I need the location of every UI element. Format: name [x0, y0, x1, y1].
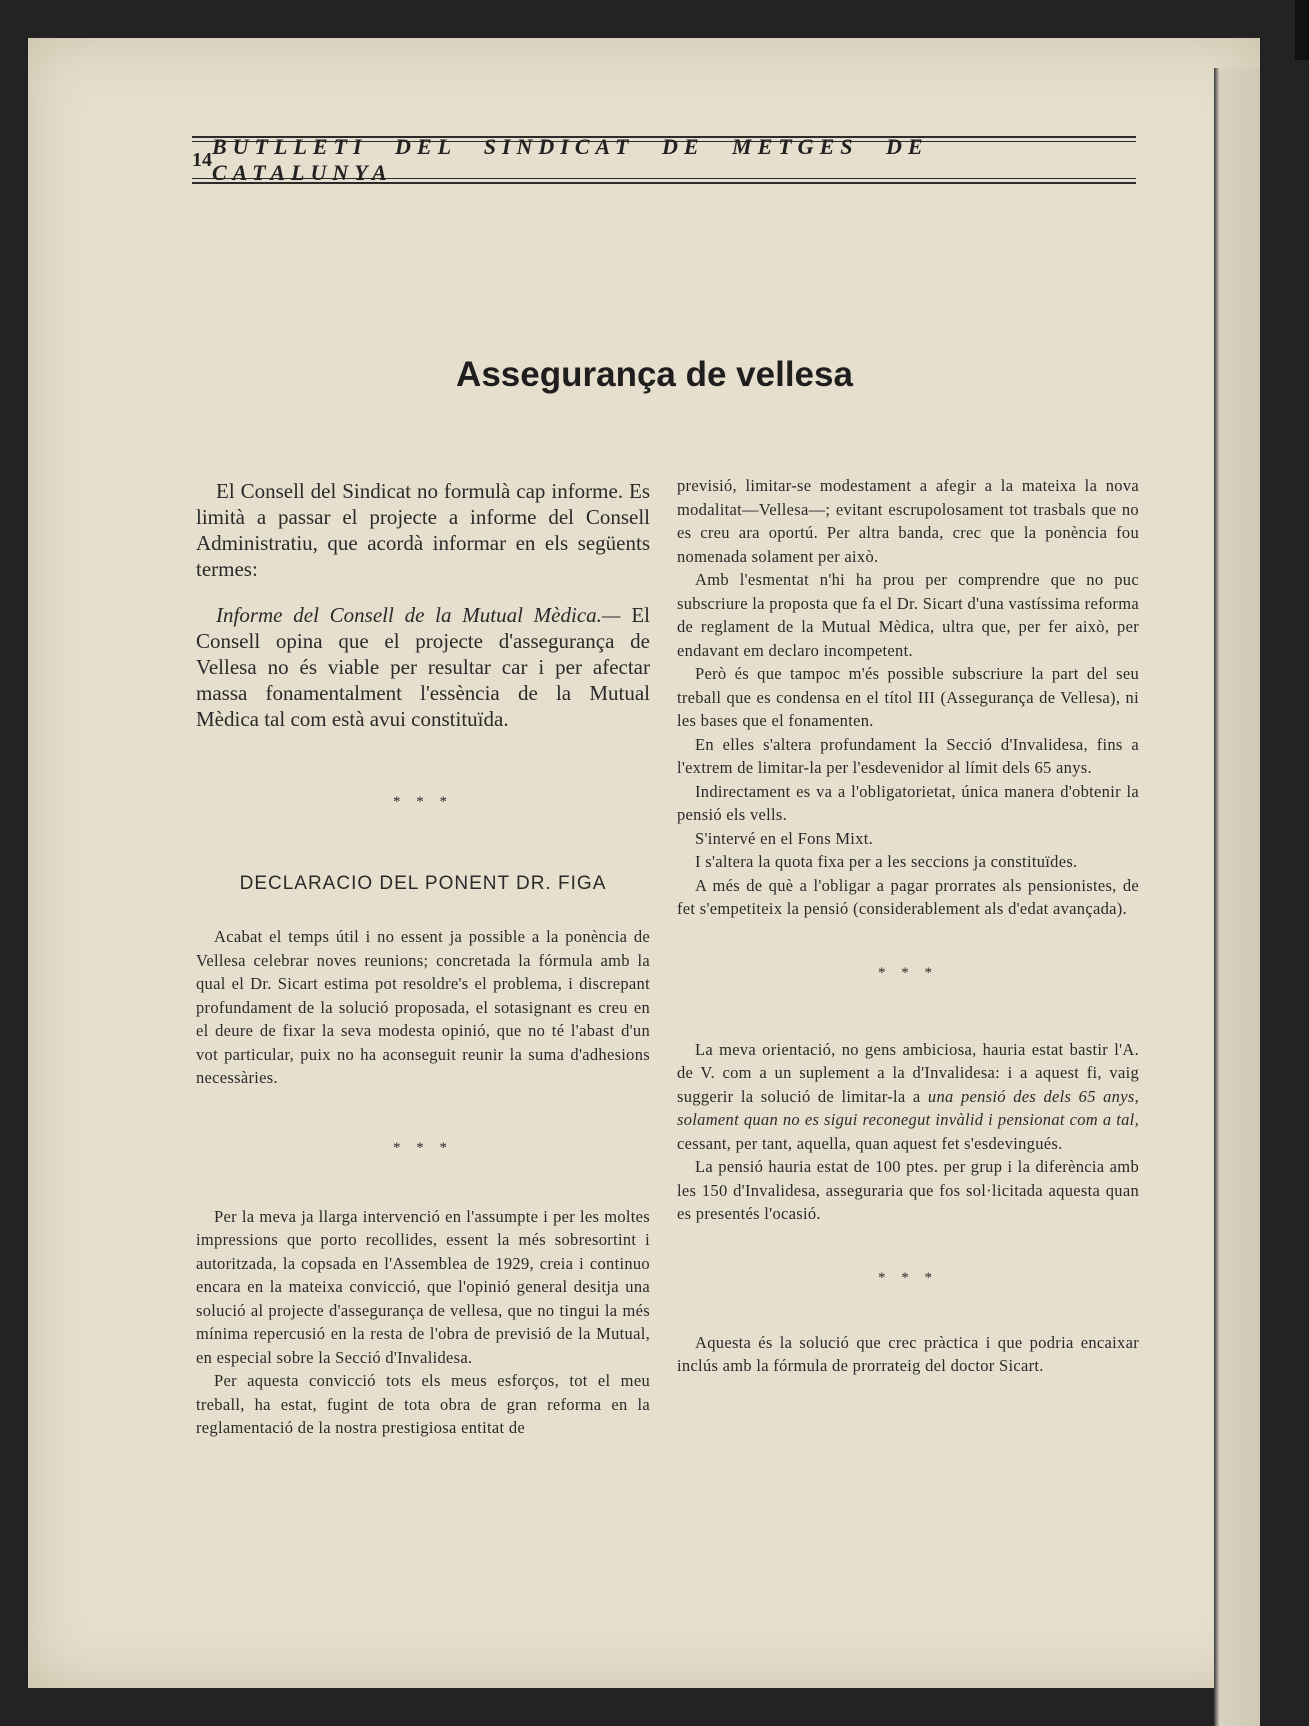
section-separator: * * *: [878, 964, 938, 981]
right-column: [677, 474, 1139, 1378]
header-row: [192, 134, 1136, 185]
body-paragraph: Per la meva ja llarga intervenció en l'assumpte i per les moltes impressions que porto recollides, essent la més sobresortint i autoritzada, la copsada en l'Assemblea de 1929, creia i continuo encara en la mateixa convicció, que l'opinió general desitja una solució al projecte d'assegurança de vellesa, que no tingui la més mínima repercusió en la resta de l'obra de previsió de la Mutual, en especial sobre la Secció d'Invalidesa.: [196, 1206, 650, 1367]
left-column: [196, 478, 650, 1440]
emphasis-text: una pensió des dels 65 anys, solament quan no es sigui reconegut invàlid i pensionat com a tal,: [677, 1086, 1139, 1129]
body-paragraph: Aquesta és la solució que crec pràctica i que podria encaixar inclús amb la fórmula de prorrateig del doctor Sicart.: [677, 1332, 1139, 1375]
body-paragraph: I s'altera la quota fixa per a les seccions ja constituïdes.: [695, 852, 1078, 871]
page-number: 14: [192, 148, 212, 171]
intro-paragraph: El Consell del Sindicat no formulà cap informe. Es limità a passar el projecte a informe del Consell Administratiu, que acordà informar en els següents termes:: [196, 479, 650, 581]
body-paragraph: S'intervé en el Fons Mixt.: [695, 828, 874, 848]
journal-title: BUTLLETI DEL SINDICAT DE METGES DE CATALUNYA: [212, 134, 929, 185]
body-paragraph: Indirectament es va a l'obligatorietat, única manera d'obtenir la pensió els vells.: [677, 781, 1139, 824]
informe-text: El Consell opina que el projecte d'assegurança de Vellesa no és viable per resultar car i per afectar massa fonamentalment l'essència de la Mutual Mèdica tal com està avui constituïda.: [196, 603, 650, 731]
text-run: La meva orientació, no gens ambiciosa, hauria estat bastir l'A. de V. com a un suplement a la d'Invalidesa: i a aquest fi, vaig suggerir la solució de limitar-la a: [677, 1039, 1139, 1106]
body-paragraph: Però és que tampoc m'és possible subscriure la part del seu treball que es condensa en el títol III (Assegurança de Vellesa), ni les bases que el fonamenten.: [677, 664, 1139, 730]
adjacent-page-edge: [1214, 68, 1260, 1726]
body-paragraph: Amb l'esmentat n'hi ha prou per comprendre que no puc subscriure la proposta que fa el Dr. Sicart d'una vastíssima reforma de reglament de la Mutual Mèdica, ultra que, per fer això, per endavant em declaro incompetent.: [677, 570, 1139, 660]
body-paragraph: Acabat el temps útil i no essent ja possible a la ponència de Vellesa celebrar noves reunions; concretada la fórmula amb la qual el Dr. Sicart estima pot resoldre's el problema, i discrepant profundament de la solució proposada, el sotasignant es creu en el deure de fixar la seva modesta opinió, que no té l'abast d'un vot particular, puix no ha aconseguit reunir la suma d'adhesions necessàries.: [196, 927, 650, 1087]
section-separator: * * *: [393, 1139, 453, 1156]
article-title: Assegurança de vellesa: [456, 355, 853, 394]
informe-label: Informe del Consell de la Mutual Mèdica.—: [216, 603, 621, 627]
section-separator: * * *: [393, 794, 453, 810]
text-run: cessant, per tant, aquella, quan aquest fet s'esdevingués.: [677, 1133, 1063, 1153]
body-paragraph: En elles s'altera profundament la Secció d'Invalidesa, fins a l'extrem de limitar-la per l'esdevenidor al límit dels 65 anys.: [677, 734, 1139, 777]
running-header: [192, 136, 1136, 184]
body-paragraph: [677, 1038, 1139, 1156]
body-paragraph: La pensió hauria estat de 100 ptes. per grup i la diferència amb les 150 d'Invalidesa, asseguraria que fos sol·licitada aquesta quan es presentés l'ocasió.: [677, 1157, 1139, 1223]
body-paragraph: Per aquesta convicció tots els meus esforços, tot el meu treball, ha estat, fugint de tota obra de gran reforma en la reglamentació de la nostra prestigiosa entitat de: [196, 1371, 650, 1437]
declaracio-heading: DECLARACIO DEL PONENT DR. FIGA: [239, 873, 607, 894]
section-separator: * * *: [878, 1269, 938, 1286]
body-paragraph: previsió, limitar-se modestament a afegir a la mateixa la nova modalitat—Vellesa—; evitant escrupolosament tot trasbals que no es creu ara oportú. Per altra banda, crec que la ponència fou nomenada solament per això.: [677, 476, 1139, 566]
informe-paragraph: [196, 602, 650, 732]
background-corner: [1295, 0, 1309, 60]
body-paragraph: A més de què a l'obligar a pagar prorrates als pensionistes, de fet s'empetiteix la pensió (considerablement als d'edat avançada).: [677, 875, 1139, 918]
